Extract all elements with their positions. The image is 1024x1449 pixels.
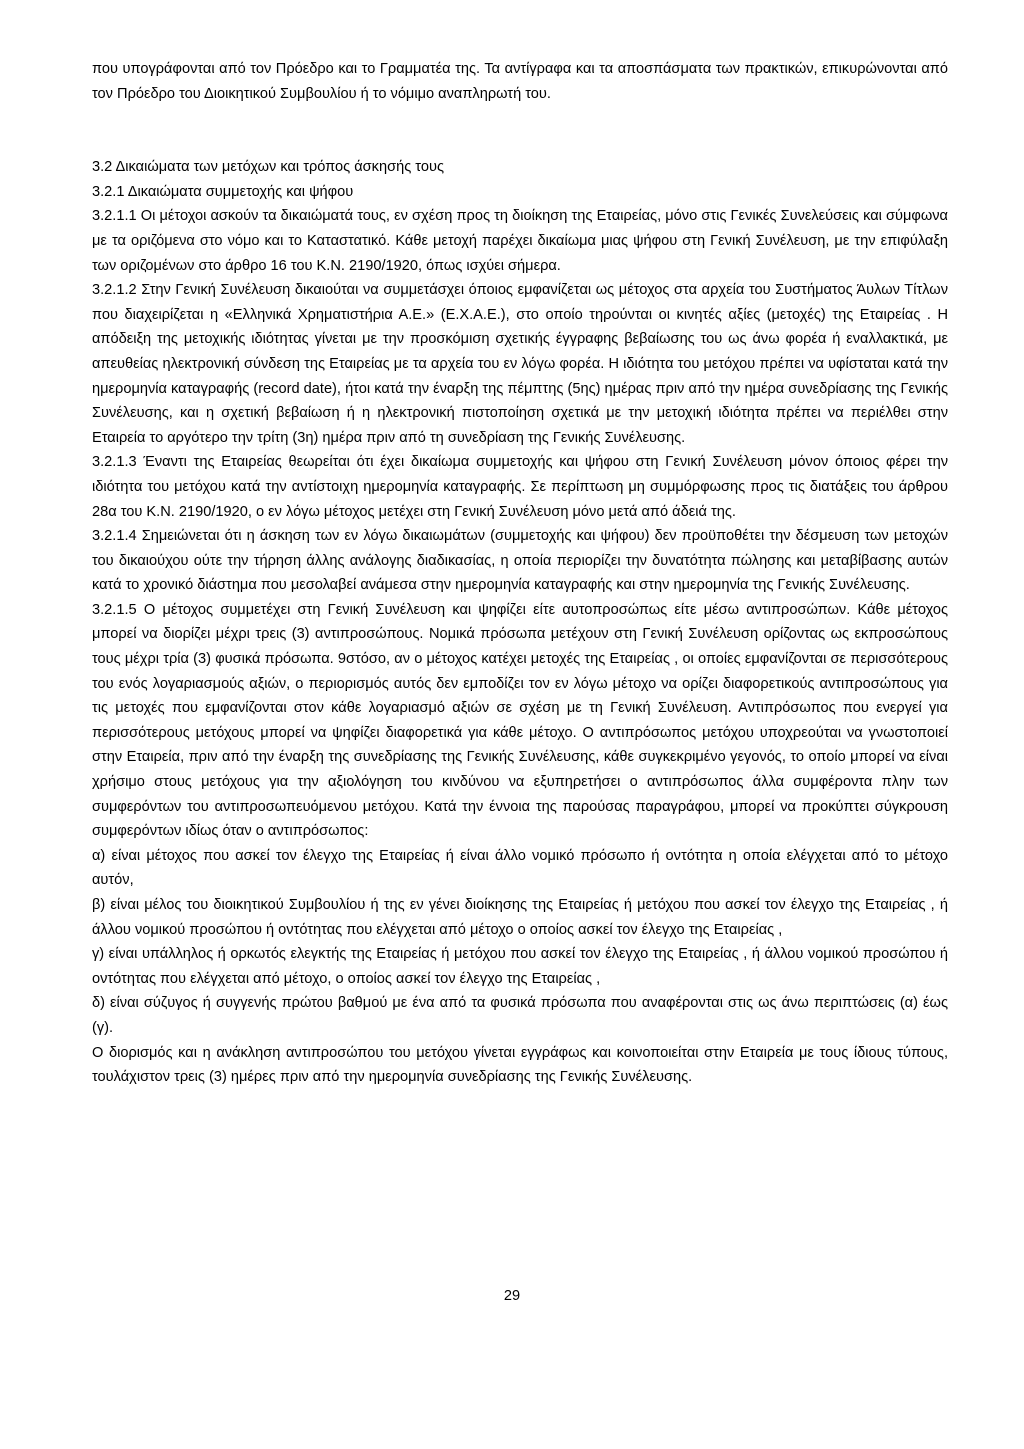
list-item-b: β) είναι μέλος του διοικητικού Συμβουλίου ή της εν γένει διοίκησης της Εταιρείας ή μετόχου που ασκεί τον έλεγχο της Εταιρείας , ή άλλου νομικού προσώπου ή οντότητας που ελέγχεται από μέτοχο ο οποίος ασκεί τον έλεγχο της Εταιρείας , (92, 897, 948, 938)
heading-section-3-2: 3.2 Δικαιώματα των μετόχων και τρόπος άσκησής τους (92, 159, 444, 176)
list-item-d: δ) είναι σύζυγος ή συγγενής πρώτου βαθμού με ένα από τα φυσικά πρόσωπα που αναφέρονται στις ως άνω περιπτώσεις (α) έως (γ). (92, 995, 948, 1036)
paragraph-3-2-1-1: 3.2.1.1 Οι μέτοχοι ασκούν τα δικαιώματά τους, εν σχέση προς τη διοίκηση της Εταιρείας, μόνο στις Γενικές Συνελεύσεις και σύμφωνα με τα οριζόμενα στο νόμο και το Καταστατικό. Κάθε μετοχή παρέχει δικαίωμα μιας ψήφου στη Γενική Συνέλευση, με την επιφύλαξη των οριζομένων στο άρθρο 16 του Κ.Ν. 2190/1920, όπως ισχύει σήμερα. (92, 208, 948, 274)
paragraph-3-2-1-3: 3.2.1.3 Έναντι της Εταιρείας θεωρείται ότι έχει δικαίωμα συμμετοχής και ψήφου στη Γενική Συνέλευση μόνον όποιος φέρει την ιδιότητα του μετόχου κατά την αντίστοιχη ημερομηνία καταγραφής. Σε περίπτωση μη συμμόρφωσης προς τις διατάξεις του άρθρου 28α του Κ.Ν. 2190/1920, ο εν λόγω μέτοχος μετέχει στη Γενική Συνέλευση μόνο μετά από άδειά της. (92, 454, 948, 520)
document-page (92, 57, 948, 1090)
list-item-a: α) είναι μέτοχος που ασκεί τον έλεγχο της Εταιρείας ή είναι άλλο νομικό πρόσωπο ή οντότητα η οποία ελέγχεται από το μέτοχο αυτόν, (92, 847, 948, 889)
paragraph-continuation: που υπογράφονται από τον Πρόεδρο και το Γραμματέα της. Τα αντίγραφα και τα αποσπάσματα των πρακτικών, επικυρώνονται από τον Πρόεδρο του Διοικητικού Συμβουλίου ή το νόμιμο αναπληρωτή του. (92, 61, 948, 102)
paragraph-3-2-1-2: 3.2.1.2 Στην Γενική Συνέλευση δικαιούται να συμμετάσχει όποιος εμφανίζεται ως μέτοχος στα αρχεία του Συστήματος Άυλων Τίτλων που διαχειρίζεται η «Ελληνικά Χρηματιστήρια Α.Ε.» (Ε.Χ.Α.Ε.), στο οποίο τηρούνται οι κινητές αξίες (μετοχές) της Εταιρείας . Η απόδειξη της μετοχικής ιδιότητας γίνεται με την προσκόμιση σχετικής έγγραφης βεβαίωσης του ως άνω φορέα ή εναλλακτικά, με απευθείας ηλεκτρονική σύνδεση της Εταιρείας με τα αρχεία του εν λόγω φορέα. Η ιδιότητα του μετόχου πρέπει να υφίσταται κατά την ημερομηνία καταγραφής (record date), ήτοι κατά την έναρξη της πέμπτης (5ης) ημέρας πριν από την ημέρα συνεδρίασης της Γενικής Συνέλευσης, και η σχετική βεβαίωση ή η ηλεκτρονική πιστοποίηση σχετικά με την μετοχική ιδιότητα πρέπει να περιέλθει στην Εταιρεία το αργότερο την τρίτη (3η) ημέρα πριν από τη συνεδρίαση της Γενικής Συνέλευσης. (92, 282, 948, 446)
page-number: 29 (503, 1288, 521, 1304)
paragraph-3-2-1-4: 3.2.1.4 Σημειώνεται ότι η άσκηση των εν λόγω δικαιωμάτων (συμμετοχής και ψήφου) δεν προϋποθέτει την δέσμευση των μετοχών του δικαιούχου ούτε την τήρηση άλλης ανάλογης διαδικασίας, η οποία περιορίζει την δυνατότητα πώλησης και μεταβίβασης αυτών κατά το χρονικό διάστημα που μεσολαβεί ανάμεσα στην ημερομηνία καταγραφής και στην ημερομηνία της Γενικής Συνέλευσης. (92, 528, 948, 594)
section-gap (92, 106, 948, 155)
paragraph-3-2-1-5: 3.2.1.5 Ο μέτοχος συμμετέχει στη Γενική Συνέλευση και ψηφίζει είτε αυτοπροσώπως είτε μέσω αντιπροσώπων. Κάθε μέτοχος μπορεί να διορίζει μέχρι τρεις (3) αντιπροσώπους. Νομικά πρόσωπα μετέχουν στη Γενική Συνέλευση ορίζοντας ως εκπροσώπους τους μέχρι τρία (3) φυσικά πρόσωπα. 9στόσο, αν ο μέτοχος κατέχει μετοχές της Εταιρείας , οι οποίες εμφανίζονται σε περισσότερους του ενός λογαριασμούς αξιών, ο περιορισμός αυτός δεν εμποδίζει τον εν λόγω μέτοχο να ορίζει διαφορετικούς αντιπροσώπους για τις μετοχές που εμφανίζονται στον κάθε λογαριασμό αξιών σε σχέση με τη Γενική Συνέλευση. Αντιπρόσωπος που ενεργεί για περισσότερους μετόχους μπορεί να ψηφίζει διαφορετικά για κάθε μέτοχο. Ο αντιπρόσωπος μετόχου υποχρεούται να γνωστοποιεί στην Εταιρεία, πριν από την έναρξη της συνεδρίασης της Γενικής Συνέλευσης, κάθε συγκεκριμένο γεγονός, το οποίο μπορεί να είναι χρήσιμο στους μετόχους για την αξιολόγηση του κινδύνου να εξυπηρετήσει ο αντιπρόσωπος άλλα συμφέροντα πλην των συμφερόντων του αντιπροσωπευόμενου μετόχου. Κατά την έννοια της παρούσας παραγράφου, μπορεί να προκύπτει σύγκρουση συμφερόντων ιδίως όταν ο αντιπρόσωπος: (92, 601, 948, 840)
paragraph-appointment: Ο διορισμός και η ανάκληση αντιπροσώπου του μετόχου γίνεται εγγράφως και κοινοποιείται στην Εταιρεία με τους ίδιους τύπους, τουλάχιστον τρεις (3) ημέρες πριν από την ημερομηνία συνεδρίασης της Γενικής Συνέλευσης. (92, 1044, 948, 1086)
heading-section-3-2-1: 3.2.1 Δικαιώματα συμμετοχής και ψήφου (92, 183, 354, 200)
list-item-c: γ) είναι υπάλληλος ή ορκωτός ελεγκτής της Εταιρείας ή μετόχου που ασκεί τον έλεγχο της Εταιρείας , ή άλλου νομικού προσώπου ή οντότητας που ελέγχεται από μέτοχο, ο οποίος ασκεί τον έλεγχο της Εταιρείας , (92, 946, 948, 987)
